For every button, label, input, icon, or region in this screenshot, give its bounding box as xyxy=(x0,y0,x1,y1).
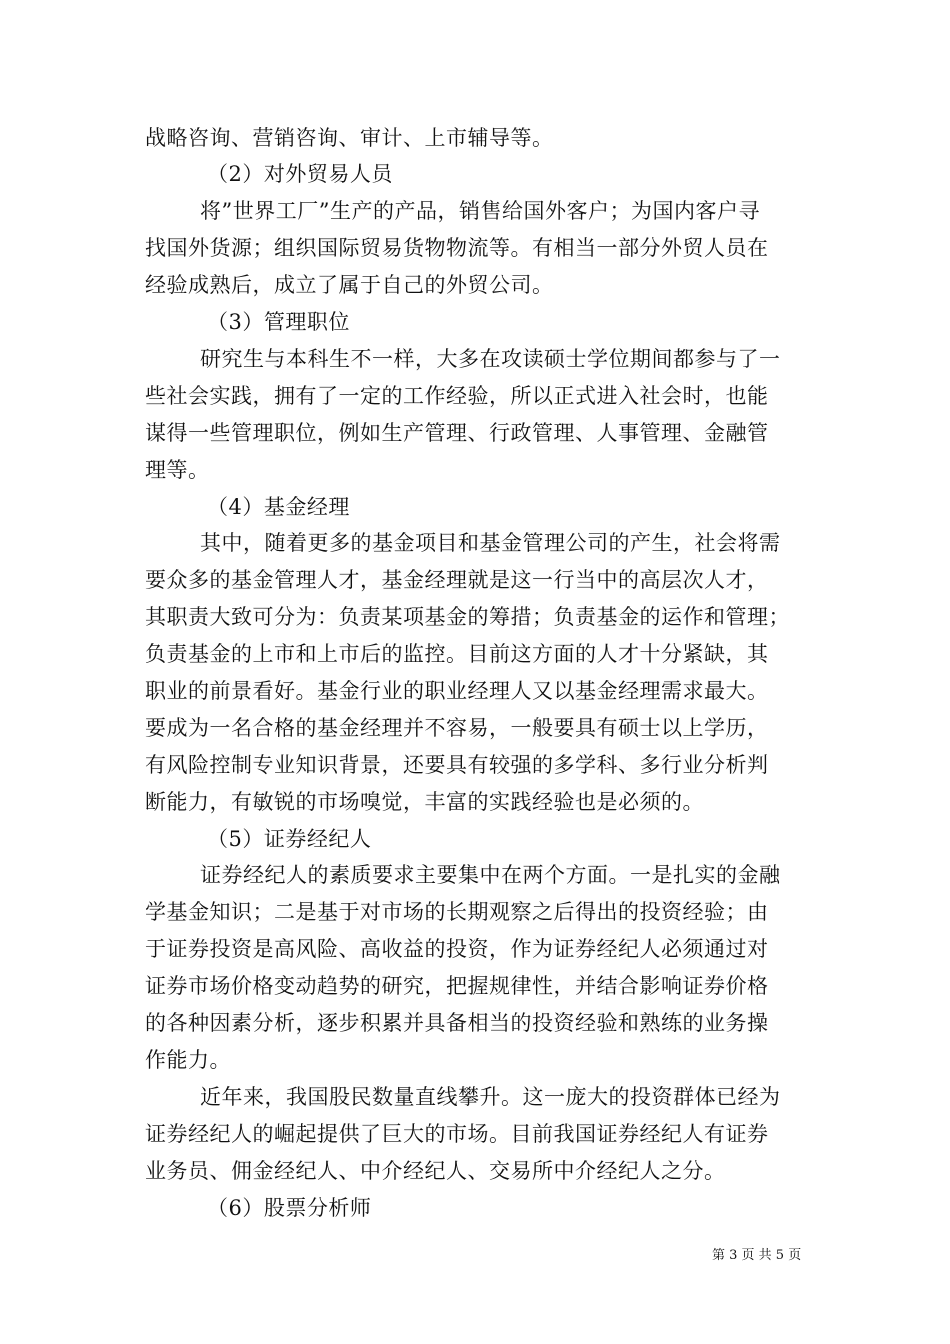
body-text-line: 其职责大致可分为：负责某项基金的筹措；负责基金的运作和管理； xyxy=(145,605,790,629)
body-text-line: 理等。 xyxy=(145,458,210,482)
paragraph-first-line: 其中，随着更多的基金项目和基金管理公司的产生，社会将需 xyxy=(200,531,781,555)
body-text-line: 证券经纪人的崛起提供了巨大的市场。目前我国证券经纪人有证券 xyxy=(145,1122,769,1146)
body-text-line: 有风险控制专业知识背景，还要具有较强的多学科、多行业分析判 xyxy=(145,753,769,777)
page-number-footer: 第 3 页 共 5 页 xyxy=(712,1248,802,1263)
body-text-line: 业务员、佣金经纪人、中介经纪人、交易所中介经纪人之分。 xyxy=(145,1159,726,1183)
body-text-line: 作能力。 xyxy=(145,1048,231,1072)
body-text-line: 战略咨询、营销咨询、审计、上市辅导等。 xyxy=(145,126,554,150)
section-heading-management: （3）管理职位 xyxy=(207,310,350,334)
paragraph-first-line: 将”世界工厂”生产的产品，销售给国外客户；为国内客户寻 xyxy=(200,199,760,223)
body-text-line: 负责基金的上市和上市后的监控。目前这方面的人才十分紧缺，其 xyxy=(145,642,769,666)
body-text-line: 的各种因素分析，逐步积累并具备相当的投资经验和熟练的业务操 xyxy=(145,1011,769,1035)
body-text-line: 于证券投资是高风险、高收益的投资，作为证券经纪人必须通过对 xyxy=(145,937,769,961)
body-text-line: 些社会实践，拥有了一定的工作经验，所以正式进入社会时，也能 xyxy=(145,384,769,408)
body-text-line: 找国外货源；组织国际贸易货物物流等。有相当一部分外贸人员在 xyxy=(145,236,769,260)
paragraph-first-line: 证券经纪人的素质要求主要集中在两个方面。一是扎实的金融 xyxy=(200,863,781,887)
body-text-line: 职业的前景看好。基金行业的职业经理人又以基金经理需求最大。 xyxy=(145,679,769,703)
section-heading-foreign-trade: （2）对外贸易人员 xyxy=(207,162,393,186)
paragraph-first-line: 近年来，我国股民数量直线攀升。这一庞大的投资群体已经为 xyxy=(200,1085,781,1109)
body-text-line: 谋得一些管理职位，例如生产管理、行政管理、人事管理、金融管 xyxy=(145,421,769,445)
body-text-line: 要众多的基金管理人才，基金经理就是这一行当中的高层次人才， xyxy=(145,568,769,592)
body-text-line: 要成为一名合格的基金经理并不容易，一般要具有硕士以上学历， xyxy=(145,716,769,740)
paragraph-first-line: 研究生与本科生不一样，大多在攻读硕士学位期间都参与了一 xyxy=(200,347,781,371)
body-text-line: 学基金知识；二是基于对市场的长期观察之后得出的投资经验；由 xyxy=(145,900,769,924)
body-text-line: 证券市场价格变动趋势的研究，把握规律性，并结合影响证券价格 xyxy=(145,974,769,998)
section-heading-securities-broker: （5）证券经纪人 xyxy=(207,827,372,851)
body-text-line: 经验成熟后，成立了属于自己的外贸公司。 xyxy=(145,273,554,297)
section-heading-fund-manager: （4）基金经理 xyxy=(207,495,350,519)
body-text-line: 断能力，有敏锐的市场嗅觉，丰富的实践经验也是必须的。 xyxy=(145,790,704,814)
section-heading-stock-analyst: （6）股票分析师 xyxy=(207,1196,372,1220)
